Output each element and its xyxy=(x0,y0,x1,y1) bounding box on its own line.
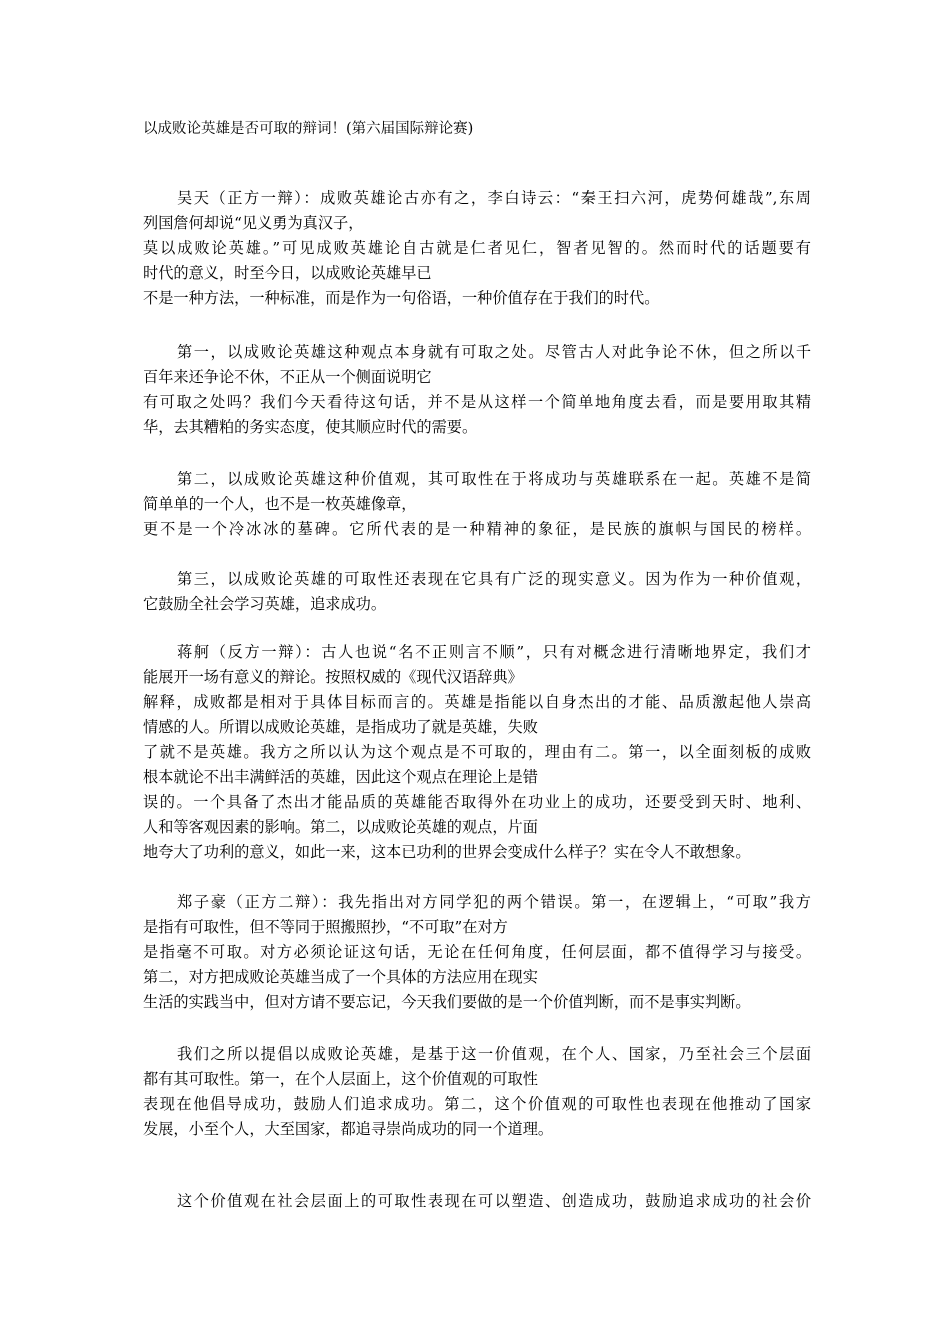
text-line: 第二，对方把成败论英雄当成了一个具体的方法应用在现实 xyxy=(143,968,538,986)
text-line: 第三，以成败论英雄的可取性还表现在它具有广泛的现实意义。因为作为一种价值观， xyxy=(177,570,811,588)
text-line: 了就不是英雄。我方之所以认为这个观点是不可取的，理由有二。第一，以全面刻板的成败 xyxy=(143,743,811,761)
text-line: 生活的实践当中，但对方请不要忘记，今天我们要做的是一个价值判断，而不是事实判断。 xyxy=(143,993,751,1011)
document-title: 以成败论英雄是否可取的辩词！(第六届国际辩论赛) xyxy=(143,121,474,137)
paragraph-third-point xyxy=(143,567,811,617)
text-line: 表现在他倡导成功，鼓励人们追求成功。第二，这个价值观的可取性也表现在他推动了国家 xyxy=(143,1095,811,1113)
text-line: 都有其可取性。第一，在个人层面上，这个价值观的可取性 xyxy=(143,1070,538,1088)
text-line: 郑子豪（正方二辩）：我先指出对方同学犯的两个错误。第一，在逻辑上，“可取”我方 xyxy=(177,893,811,911)
text-line: 误的。一个具备了杰出才能品质的英雄能否取得外在功业上的成功，还要受到天时、地利、 xyxy=(143,793,811,811)
text-line: 蒋舸（反方一辩）：古人也说“名不正则言不顺”，只有对概念进行清晰地界定，我们才 xyxy=(177,643,811,661)
text-line: 是指毫不可取。对方必须论证这句话，无论在任何角度，任何层面，都不值得学习与接受。 xyxy=(143,943,811,961)
text-line: 第一，以成败论英雄这种观点本身就有可取之处。尽管古人对此争论不休，但之所以千 xyxy=(177,343,811,361)
text-line: 我们之所以提倡以成败论英雄，是基于这一价值观，在个人、国家，乃至社会三个层面 xyxy=(177,1045,811,1063)
text-line: 吴天（正方一辩）：成败英雄论古亦有之，李白诗云：“秦王扫六河，虎势何雄哉”,东周 xyxy=(177,189,811,207)
paragraph-zheng-zihao xyxy=(143,890,811,1015)
text-line: 是指有可取性，但不等同于照搬照抄，“不可取”在对方 xyxy=(143,918,508,936)
text-line: 人和等客观因素的影响。第二，以成败论英雄的观点，片面 xyxy=(143,818,538,836)
text-line: 情感的人。所谓以成败论英雄，是指成功了就是英雄，失败 xyxy=(143,718,538,736)
text-line: 有可取之处吗？我们今天看待这句话，并不是从这样一个简单地角度去看，而是要用取其精 xyxy=(143,393,811,411)
text-line: 第二，以成败论英雄这种价值观，其可取性在于将成功与英雄联系在一起。英雄不是简 xyxy=(177,470,811,488)
paragraph-jiang-ge xyxy=(143,640,811,865)
text-line: 根本就论不出丰满鲜活的英雄，因此这个观点在理论上是错 xyxy=(143,768,538,786)
text-line: 更不是一个冷冰冰的墓碑。它所代表的是一种精神的象征，是民族的旗帜与国民的榜样。 xyxy=(143,520,811,538)
text-line: 简单单的一个人，也不是一枚英雄像章， xyxy=(143,495,417,513)
text-line: 华，去其糟粕的务实态度，使其顺应时代的需要。 xyxy=(143,418,478,436)
text-line: 地夸大了功利的意义，如此一来，这本已功利的世界会变成什么样子？实在令人不敢想象。 xyxy=(143,843,751,861)
text-line: 发展，小至个人，大至国家，都追寻崇尚成功的同一个道理。 xyxy=(143,1120,554,1138)
text-line: 这个价值观在社会层面上的可取性表现在可以塑造、创造成功，鼓励追求成功的社会价 xyxy=(177,1192,811,1210)
text-line: 能展开一场有意义的辩论。按照权威的《现代汉语辞典》 xyxy=(143,668,523,686)
paragraph-social-level xyxy=(143,1189,811,1214)
text-line: 它鼓励全社会学习英雄，追求成功。 xyxy=(143,595,386,613)
paragraph-first-point xyxy=(143,340,811,440)
text-line: 列国詹何却说“见义勇为真汉子， xyxy=(143,214,364,232)
paragraph-value-levels xyxy=(143,1042,811,1142)
text-line: 莫以成败论英雄。”可见成败英雄论自古就是仁者见仁，智者见智的。然而时代的话题要有 xyxy=(143,239,811,257)
paragraph-wu-tian xyxy=(143,186,811,311)
text-line: 解释，成败都是相对于具体目标而言的。英雄是指能以自身杰出的才能、品质激起他人崇高 xyxy=(143,693,811,711)
text-line: 不是一种方法，一种标准，而是作为一句俗语，一种价值存在于我们的时代。 xyxy=(143,289,660,307)
text-line: 百年来还争论不休，不正从一个侧面说明它 xyxy=(143,368,432,386)
text-line: 时代的意义，时至今日，以成败论英雄早已 xyxy=(143,264,432,282)
paragraph-second-point xyxy=(143,467,811,542)
